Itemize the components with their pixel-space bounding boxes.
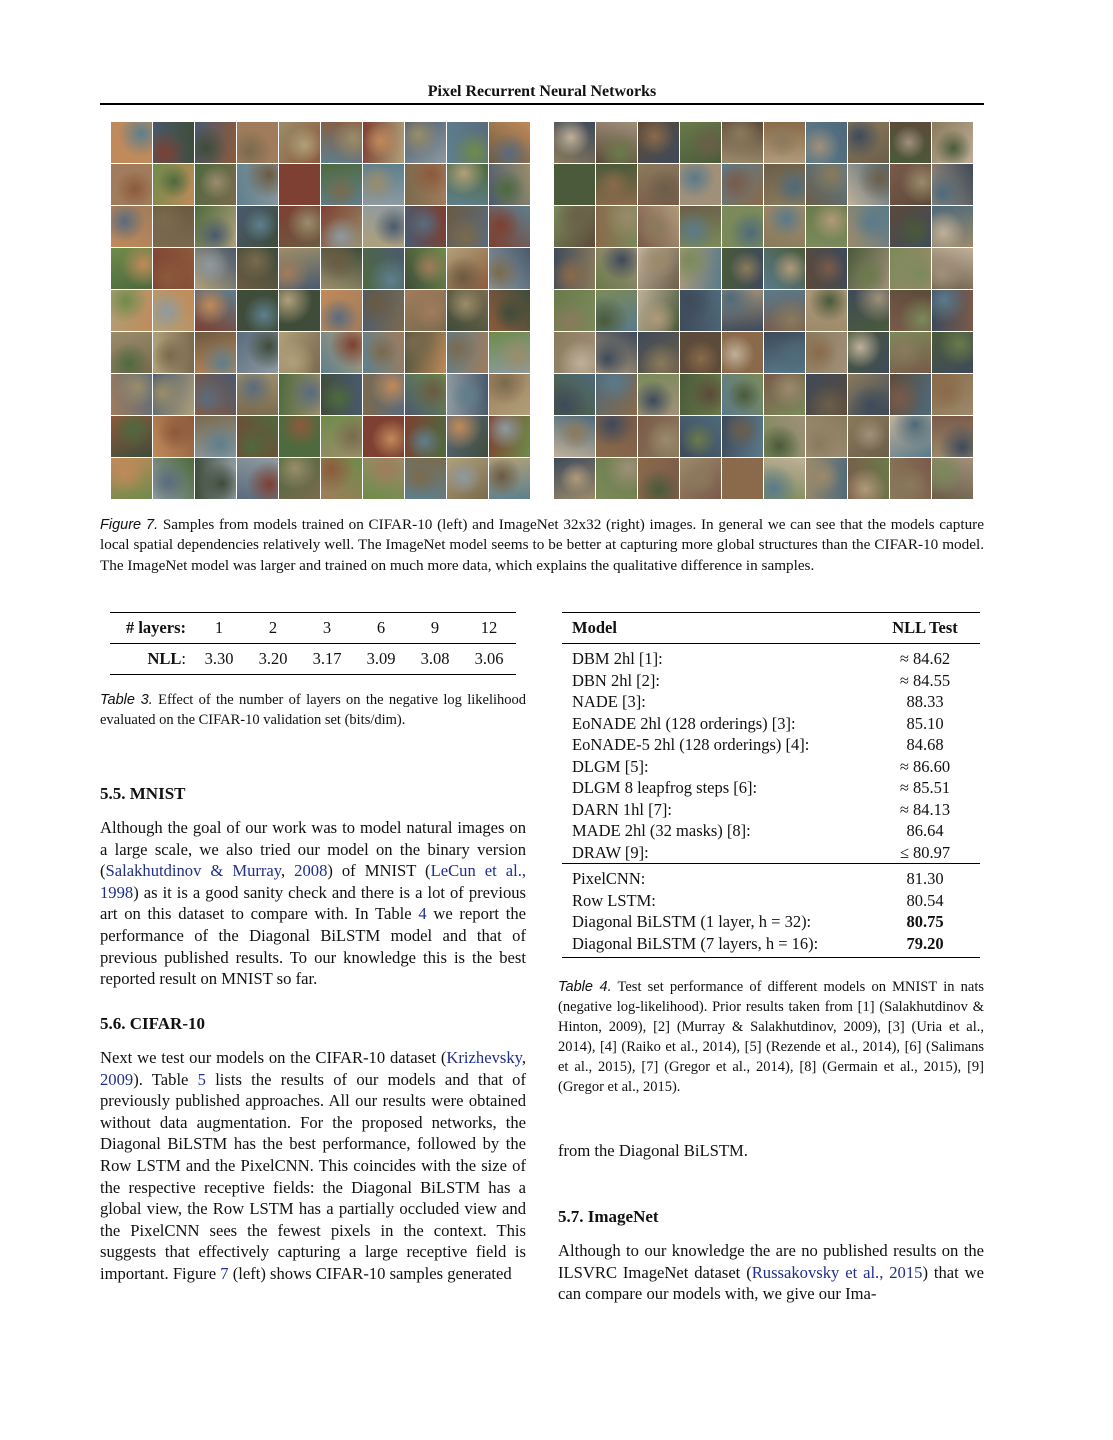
sample-image-tile [680,248,721,289]
sample-image-tile [237,458,278,499]
sample-image-tile [363,206,404,247]
table3-caption-label: Table 3. [100,692,153,708]
sample-image-tile [764,416,805,457]
sample-image-tile [638,248,679,289]
sample-image-tile [279,458,320,499]
sample-image-tile [554,206,595,247]
table3-row-label: NLL: [110,644,192,675]
citation-link[interactable]: Salakhutdinov & Murray [105,861,282,881]
sample-image-tile [932,290,973,331]
sample-image-tile [447,332,488,373]
sample-image-tile [237,164,278,205]
table3-header-cell: 6 [354,613,408,644]
table3-header-cell: 9 [408,613,462,644]
table-ref-link[interactable]: 5 [197,1069,206,1089]
sample-image-tile [638,122,679,163]
table4-row: DARN 1hl [7]: ≈ 84.13 [572,799,951,819]
sample-image-tile [638,164,679,205]
table3-cell: 3.09 [354,644,408,675]
sample-image-tile [722,206,763,247]
sample-image-tile [153,164,194,205]
table3-header-cell: 3 [300,613,354,644]
sample-image-tile [237,122,278,163]
sample-image-tile [932,164,973,205]
section-5-5-heading: 5.5. MNIST [100,784,186,803]
sample-image-tile [447,416,488,457]
sample-image-tile [890,332,931,373]
sample-image-tile [447,164,488,205]
sample-image-tile [764,458,805,499]
sample-image-tile [848,122,889,163]
sample-image-tile [848,458,889,499]
sample-image-tile [848,290,889,331]
sample-image-tile [195,206,236,247]
sample-image-tile [279,416,320,457]
citation-link[interactable]: 2009 [100,1069,134,1089]
table4-col-model: Model [562,613,870,644]
cifar10-samples-grid [111,122,530,499]
sample-image-tile [932,458,973,499]
sample-image-tile [596,458,637,499]
sample-image-tile [153,374,194,415]
sample-image-tile [848,416,889,457]
sample-image-tile [195,122,236,163]
table4-row: Diagonal BiLSTM (7 layers, h = 16): 79.20 [562,933,980,958]
table3-caption-text: Effect of the number of layers on the negative log likelihood evaluated on the CIFAR-10 validation set (bits/dim). [100,692,527,728]
sample-image-tile [447,290,488,331]
header-rule [100,103,984,105]
sample-image-tile [237,374,278,415]
sample-image-tile [596,290,637,331]
sample-image-tile [447,374,488,415]
figure-ref-link[interactable]: 7 [220,1263,229,1283]
table3 [110,612,516,675]
sample-image-tile [806,164,847,205]
sample-image-tile [596,374,637,415]
sample-image-tile [806,374,847,415]
sample-image-tile [764,248,805,289]
sample-image-tile [638,458,679,499]
table4-row: Row LSTM: 80.54 [572,890,944,910]
sample-image-tile [932,416,973,457]
sample-image-tile [363,164,404,205]
sample-image-tile [363,458,404,499]
sample-image-tile [680,290,721,331]
sample-image-tile [195,248,236,289]
sample-image-tile [111,290,152,331]
citation-link[interactable]: Russakovsky et al., 2015 [751,1262,923,1282]
sample-image-tile [806,248,847,289]
sample-image-tile [722,122,763,163]
table3-header-row [110,613,516,644]
sample-image-tile [932,332,973,373]
sample-image-tile [680,122,721,163]
sample-image-tile [554,458,595,499]
sample-image-tile [321,206,362,247]
table4-row: DBM 2hl [1]: ≈ 84.62 [572,649,951,668]
table4-row: DBN 2hl [2]: ≈ 84.55 [572,670,951,690]
sample-image-tile [195,374,236,415]
citation-link[interactable]: LeCun et al., 1998 [100,861,526,902]
sample-image-tile [153,416,194,457]
sample-image-tile [722,416,763,457]
sample-image-tile [405,458,446,499]
sample-image-tile [321,290,362,331]
sample-image-tile [489,332,530,373]
sample-image-tile [111,374,152,415]
sample-image-tile [279,248,320,289]
sample-image-tile [764,332,805,373]
sample-image-tile [447,458,488,499]
sample-image-tile [321,374,362,415]
table4-col-nll: NLL Test [870,613,980,644]
sample-image-tile [722,290,763,331]
table3-header-cell: 1 [192,613,246,644]
sample-image-tile [890,458,931,499]
figure7-label: Figure 7. [100,517,159,533]
sample-image-tile [321,458,362,499]
sample-image-tile [489,248,530,289]
sample-image-tile [111,458,152,499]
sample-image-tile [554,332,595,373]
sample-image-tile [405,164,446,205]
sample-image-tile [363,332,404,373]
sample-image-tile [596,164,637,205]
sample-image-tile [489,122,530,163]
table3-cell: 3.06 [462,644,516,675]
table4-header-row [562,613,980,644]
running-head: Pixel Recurrent Neural Networks [427,83,657,100]
sample-image-tile [680,332,721,373]
sample-image-tile [489,164,530,205]
table3-caption [100,690,526,730]
table3-nll-row [110,644,516,675]
sample-image-tile [764,164,805,205]
sample-image-tile [405,122,446,163]
section-5-5-paragraph: Although the goal of our work was to model natural images on a large scale, we also tried our model on the binary version (Salakhutdinov & Murray, 2008) of MNIST (LeCun et al., 1998) as it is a good sanity check and there is a lot of previous art on this dataset to compare with. In Table 4 we report the performance of the Diagonal BiLSTM model and that of previous published results. To our knowledge this is the best reported result on MNIST so far. [100,818,527,989]
table4-row: Diagonal BiLSTM (1 layer, h = 32): 80.75 [572,912,944,931]
sample-image-tile [153,206,194,247]
sample-image-tile [321,122,362,163]
sample-image-tile [405,248,446,289]
sample-image-tile [848,374,889,415]
sample-image-tile [722,458,763,499]
sample-image-tile [321,248,362,289]
sample-image-tile [363,122,404,163]
sample-image-tile [321,332,362,373]
sample-image-tile [279,164,320,205]
sample-image-tile [489,416,530,457]
sample-image-tile [237,332,278,373]
sample-image-tile [554,374,595,415]
sample-image-tile [279,374,320,415]
table4-caption-label: Table 4. [558,979,612,995]
table3-cell: 3.30 [192,644,246,675]
sample-image-tile [848,248,889,289]
sample-image-tile [489,374,530,415]
section-5-6-paragraph: Next we test our models on the CIFAR-10 dataset (Krizhevsky, 2009). Table 5 lists the results of our models and that of previously published approaches. All our results were obtained without data augmentation. For the proposed networks, the Diagonal BiLSTM has the best performance, followed by the Row LSTM and the PixelCNN. This coincides with the size of the respective receptive fields: the Diagonal BiLSTM has a global view, the Row LSTM has a partially occluded view and the PixelCNN sees the fewest pixels in the context. This suggests that effectively capturing a large receptive field is important. Figure 7 (left) shows CIFAR-10 samples generated [100,1048,526,1283]
sample-image-tile [806,290,847,331]
table3-cell: 3.08 [408,644,462,675]
sample-image-tile [806,122,847,163]
sample-image-tile [932,122,973,163]
sample-image-tile [806,332,847,373]
sample-image-tile [195,458,236,499]
sample-image-tile [596,332,637,373]
sample-image-tile [638,206,679,247]
sample-image-tile [279,290,320,331]
sample-image-tile [890,416,931,457]
sample-image-tile [764,290,805,331]
sample-image-tile [722,164,763,205]
table3-cell: 3.20 [246,644,300,675]
citation-link[interactable]: Krizhevsky [446,1048,522,1067]
sample-image-tile [554,248,595,289]
figure7-caption [100,515,984,576]
sample-image-tile [932,248,973,289]
sample-image-tile [153,290,194,331]
sample-image-tile [363,290,404,331]
sample-image-tile [848,164,889,205]
sample-image-tile [806,416,847,457]
sample-image-tile [764,374,805,415]
sample-image-tile [447,206,488,247]
sample-image-tile [363,248,404,289]
sample-image-tile [890,206,931,247]
table4-caption-text: Test set performance of different models on MNIST in nats (negative log-likelihood). Prior results taken from [1] (Salakhutdinov & Hinton, 2009), [2] (Murray & Salakhutdinov, 2009), [3] (Uria et al., 2014), [4] (Raiko et al., 2014), [5] (Rezende et al., 2014), [6] (Salimans et al., 2015), [7] (Gregor et al., 2014), [8] (Germain et al., 2015), [9] (Gregor et al., 2015). [558,979,984,1095]
sample-image-tile [195,416,236,457]
sample-image-tile [806,206,847,247]
section-5-7-paragraph: Although to our knowledge the are no published results on the ILSVRC ImageNet dataset (Russakovsky et al., 2015) that we can compare our models with, we give our Ima- [558,1241,984,1304]
sample-image-tile [111,122,152,163]
sample-image-tile [153,122,194,163]
sample-image-tile [596,206,637,247]
table4-row: PixelCNN: 81.30 [562,864,980,890]
sample-image-tile [279,332,320,373]
sample-image-tile [638,416,679,457]
sample-image-tile [932,206,973,247]
sample-image-tile [890,290,931,331]
table4-row: DRAW [9]: ≤ 80.97 [572,842,951,862]
sample-image-tile [638,332,679,373]
sample-image-tile [405,206,446,247]
sample-image-tile [932,374,973,415]
sample-image-tile [722,248,763,289]
sample-image-tile [680,206,721,247]
sample-image-tile [638,290,679,331]
sample-image-tile [405,290,446,331]
sample-image-tile [195,164,236,205]
sample-image-tile [489,290,530,331]
table4-row: NADE [3]: 88.33 [572,692,944,711]
section-5-7-heading: 5.7. ImageNet [558,1207,659,1226]
sample-image-tile [554,122,595,163]
sample-image-tile [237,416,278,457]
sample-image-tile [680,416,721,457]
table4-row: DLGM 8 leapfrog steps [6]: ≈ 85.51 [572,778,951,797]
sample-image-tile [764,122,805,163]
sample-image-tile [279,206,320,247]
sample-image-tile [848,206,889,247]
sample-image-tile [680,458,721,499]
sample-image-tile [195,332,236,373]
sample-image-tile [279,122,320,163]
sample-image-tile [489,458,530,499]
sample-image-tile [680,164,721,205]
table4 [562,612,980,958]
imagenet-samples-grid [554,122,973,499]
sample-image-tile [111,164,152,205]
sample-image-tile [680,374,721,415]
table3-header-cell: 2 [246,613,300,644]
sample-image-tile [596,248,637,289]
table3-header-label: # layers: [110,613,192,644]
sample-image-tile [890,248,931,289]
sample-image-tile [447,122,488,163]
sample-image-tile [195,290,236,331]
section-5-6-continuation: from the Diagonal BiLSTM. [558,1141,748,1160]
sample-image-tile [489,206,530,247]
sample-image-tile [237,290,278,331]
sample-image-tile [153,332,194,373]
table4-row: MADE 2hl (32 masks) [8]: 86.64 [572,821,944,840]
sample-image-tile [890,374,931,415]
sample-image-tile [405,332,446,373]
section-5-6-heading: 5.6. CIFAR-10 [100,1014,205,1033]
table3-header-cell: 12 [462,613,516,644]
sample-image-tile [638,374,679,415]
sample-image-tile [890,122,931,163]
table4-row: EoNADE-5 2hl (128 orderings) [4]: 84.68 [572,735,944,754]
table-ref-link[interactable]: 4 [418,904,427,924]
sample-image-tile [554,164,595,205]
sample-image-tile [722,332,763,373]
sample-image-tile [363,416,404,457]
sample-image-tile [321,416,362,457]
table3-cell: 3.17 [300,644,354,675]
table4-row: EoNADE 2hl (128 orderings) [3]: 85.10 [572,713,944,733]
sample-image-tile [848,332,889,373]
figure7-caption-text: Samples from models trained on CIFAR-10 (left) and ImageNet 32x32 (right) images. In general we can see that the models capture local spatial dependencies relatively well. The ImageNet model seems to be better at capturing more global structures than the CIFAR-10 model. The ImageNet model was larger and trained on much more data, which explains the qualitative difference in samples. [100,516,984,574]
sample-image-tile [111,206,152,247]
sample-image-tile [596,416,637,457]
table4-caption [558,977,984,1097]
sample-image-tile [554,290,595,331]
sample-image-tile [237,248,278,289]
sample-image-tile [722,374,763,415]
sample-image-tile [405,416,446,457]
sample-image-tile [237,206,278,247]
sample-image-tile [111,332,152,373]
sample-image-tile [447,248,488,289]
sample-image-tile [111,248,152,289]
sample-image-tile [321,164,362,205]
sample-image-tile [596,122,637,163]
sample-image-tile [890,164,931,205]
sample-image-tile [363,374,404,415]
sample-image-tile [806,458,847,499]
sample-image-tile [405,374,446,415]
sample-image-tile [111,416,152,457]
sample-image-tile [153,248,194,289]
sample-image-tile [554,416,595,457]
sample-image-tile [153,458,194,499]
citation-link[interactable]: 2008 [294,861,328,881]
table4-row: DLGM [5]: ≈ 86.60 [572,756,951,776]
sample-image-tile [764,206,805,247]
